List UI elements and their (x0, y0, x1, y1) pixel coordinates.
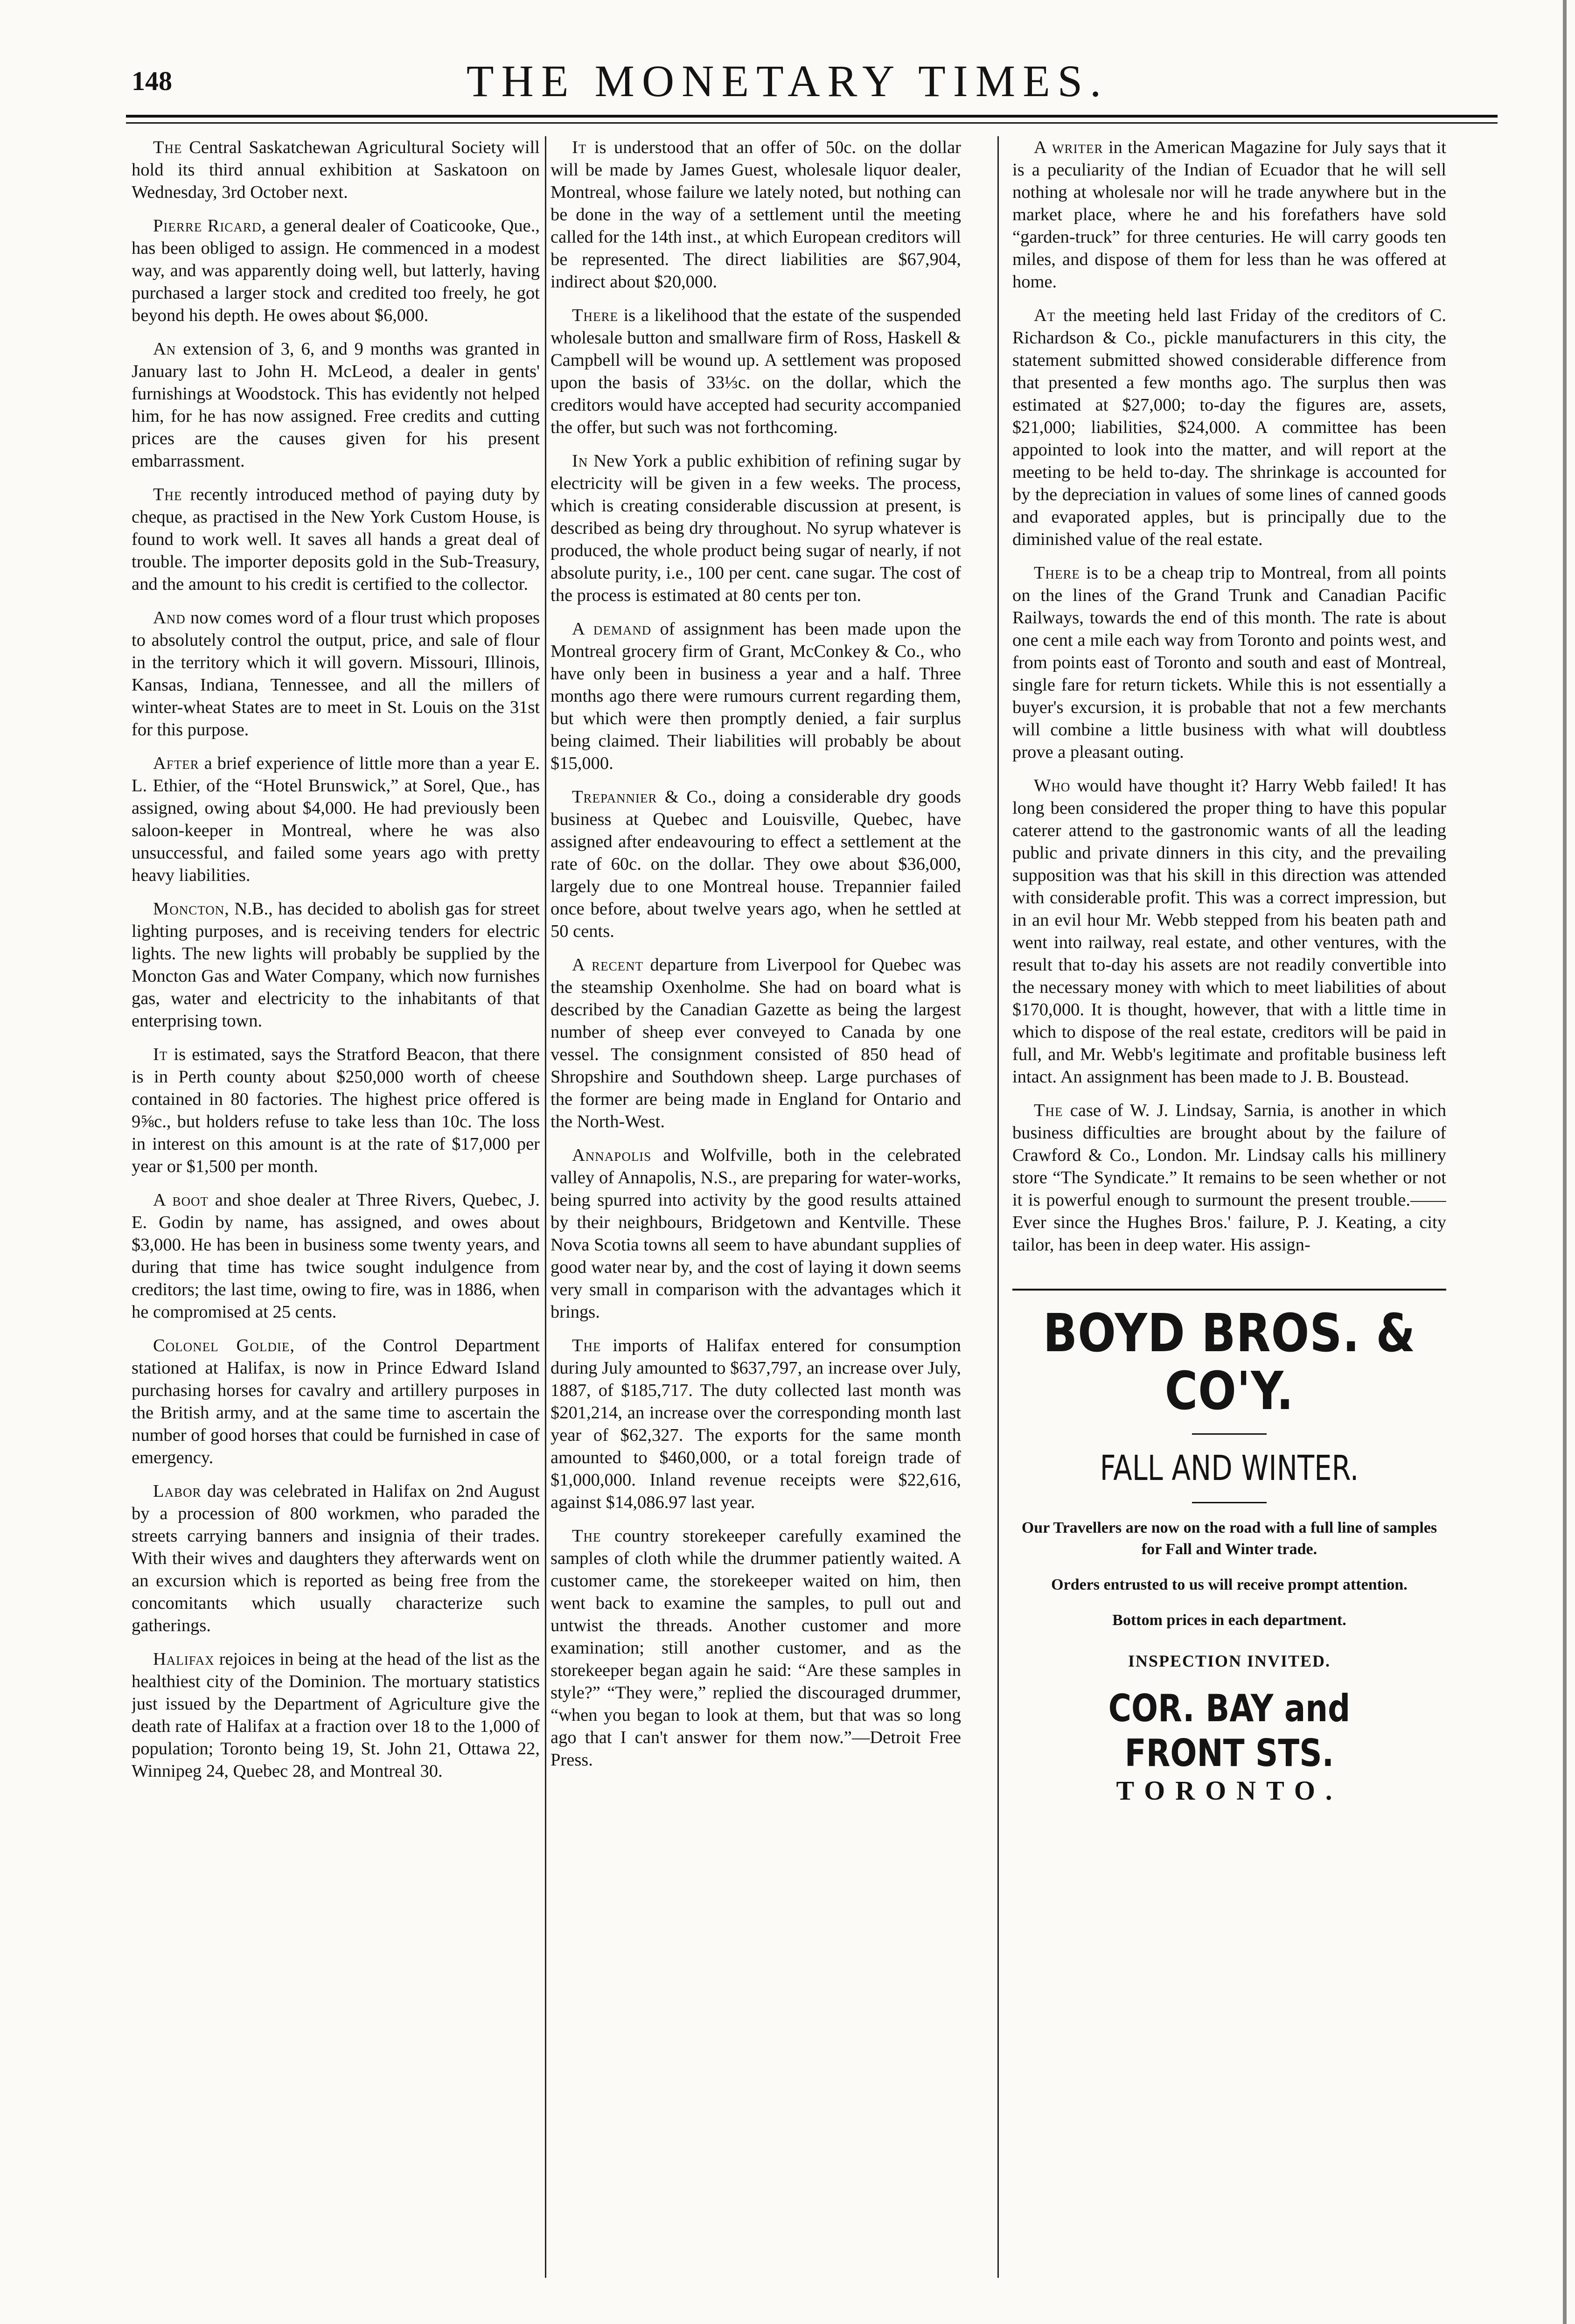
news-item-lead: Colonel Goldie (153, 1336, 290, 1355)
news-item (132, 752, 540, 886)
news-item (551, 304, 961, 439)
news-item-lead: The (153, 485, 182, 504)
news-item (551, 1144, 961, 1323)
news-item-text: imports of Halifax entered for consumption during July amounted to $637,797, an increase over July, 1887, of $185,717. The duty collected last month was $201,214, an increase over the corresponding month last year of $62,327. The exports for the same month amounted to $460,000, or a total foreign trade of $1,000,000. Inland revenue receipts were $22,616, against $14,086.97 last year. (551, 1336, 961, 1512)
news-item-text: a brief experience of little more than a year E. L. Ethier, of the “Hotel Brunswick,” at Sorel, Que., has assigned, owing about $4,000. He had previously been saloon-keeper in Montreal, where he was also unsuccessful, and failed some years ago with pretty heavy liabilities. (132, 754, 540, 885)
ad-subtitle: FALL AND WINTER. (1100, 1448, 1359, 1488)
ad-address: COR. BAY and FRONT STS. (1108, 1687, 1351, 1775)
news-item-text: is understood that an offer of 50c. on the dollar will be made by James Guest, wholesale liquor dealer, Montreal, whose failure we lately noted, but nothing can be done in the way of a settlement until the meeting called for the 14th inst., at which European creditors will be represented. The direct liabilities are $67,904, indirect about $20,000. (551, 138, 961, 292)
ad-orders-line: Orders entrusted to us will receive prompt attention. (1051, 1576, 1408, 1593)
column-divider-1 (545, 136, 546, 2278)
news-item (132, 1480, 540, 1637)
news-item (551, 1334, 961, 1514)
news-item-lead: After (153, 754, 199, 773)
header-rule-thin (126, 122, 1498, 124)
news-item-lead: Labor (153, 1481, 202, 1501)
news-item (1012, 775, 1446, 1088)
news-item-lead: The (153, 138, 182, 157)
news-item-text: departure from Liverpool for Quebec was the steamship Oxenholme. She had on board what is described by the Canadian Gazette as being the largest number of sheep ever conveyed to Canada by one vessel. The consignment consisted of 850 head of Shropshire and Southdown sheep. Large purchases of the former are being made in England for Ontario and the North-West. (551, 955, 961, 1131)
news-item-text: country storekeeper carefully examined the samples of cloth while the drummer patiently waited. A customer came, the storekeeper waited on him, then went back to examine the samples, to pull out and untwist the threads. Another customer and more examination; still another customer, and as the storekeeper began again he said: “Are these samples in style?” “They were,” replied the discouraged drummer, “when you began to look at them, but that was so long ago that I can't answer for them now.”—Detroit Free Press. (551, 1526, 961, 1770)
news-item (132, 136, 540, 203)
news-item-lead: There (1034, 563, 1080, 583)
news-item-lead: Moncton (153, 899, 225, 919)
news-item-text: New York a public exhibition of refining sugar by electricity will be given in a few weeks. The process, which is creating considerable discussion at present, is described as being dry throughout. No syrup whatever is produced, the whole product being sugar of nearly, if not absolute purity, i.e., 100 per cent. cane sugar. The cost of the process is estimated at 80 cents per ton. (551, 451, 961, 605)
news-item (132, 1334, 540, 1469)
news-item-text: Central Saskatchewan Agricultural Society will hold its third annual exhibition at Saskatoon on Wednesday, 3rd October next. (132, 138, 540, 202)
news-item-lead: The (572, 1336, 601, 1355)
header-rule (126, 115, 1498, 118)
news-item-text: , a general dealer of Coaticooke, Que., has been obliged to assign. He commenced in a modest way, and was apparently doing well, but latterly, having purchased a larger stock and credited too freely, he got beyond his depth. He owes about $6,000. (132, 216, 540, 325)
news-item-lead: Pierre Ricard (153, 216, 262, 236)
news-item (132, 1648, 540, 1782)
news-item-text: is a likelihood that the estate of the suspended wholesale button and smallware firm of Ross, Haskell & Campbell will be wound up. A settlement was proposed upon the basis of 33⅓c. on the dollar, which the creditors would have accepted had security accompanied the offer, but such was not forthcoming. (551, 306, 961, 437)
news-item (132, 1189, 540, 1323)
news-item-text: and shoe dealer at Three Rivers, Quebec, J. E. Godin by name, has assigned, and owes about $3,000. He has been in business some twenty years, and during that time has twice sought indulgence from creditors; the last time, owing to fire, was in 1886, when he compromised at 25 cents. (132, 1190, 540, 1322)
news-item-lead: Annapolis (572, 1145, 652, 1165)
news-item-lead: And (153, 608, 186, 628)
ad-inspection-line: INSPECTION INVITED. (1128, 1652, 1331, 1670)
news-item-text: in the American Magazine for July says that it is a peculiarity of the Indian of Ecuador that he will sell nothing at wholesale nor will he trade anywhere but in the market place, where he and his forefathers have sold “garden-truck” for three centuries. He will carry goods ten miles, and dispose of them for less than he was offered at home. (1012, 138, 1446, 292)
news-item (551, 450, 961, 607)
news-item-text: is to be a cheap trip to Montreal, from all points on the lines of the Grand Trunk and Canadian Pacific Railways, towards the end of this month. The rate is about one cent a mile each way from Toronto and points west, and from points east of Toronto and south and east of Montreal, single fare for return tickets. While this is not essentially a buyer's excursion, it is probable that not a few merchants will combine a little business with what will doubtless prove a pleasant outing. (1012, 563, 1446, 762)
news-item (1012, 136, 1446, 293)
advertisement (1012, 1289, 1446, 1806)
news-item-lead: Halifax (153, 1649, 215, 1669)
ad-travellers-line: Our Travellers are now on the road with a full line of samples for Fall and Winter trade. (1021, 1519, 1437, 1558)
news-item (132, 1043, 540, 1178)
news-item-text: recently introduced method of paying duty by cheque, as practised in the New York Custom House, is found to work well. It saves all hands a great deal of trouble. The importer deposits gold in the Sub-Treasury, and the amount to his credit is certified to the collector. (132, 485, 540, 594)
page-number: 148 (132, 66, 172, 96)
news-item-text: , of the Control Department stationed at Halifax, is now in Prince Edward Island purchasing horses for cavalry and artillery purposes in the British army, and at the same time to ascertain the number of good horses that could be furnished in case of emergency. (132, 1336, 540, 1467)
news-item (551, 954, 961, 1133)
column-divider-2 (997, 136, 999, 2278)
news-item-lead: In (572, 451, 588, 471)
news-item-lead: A boot (153, 1190, 209, 1210)
news-item-text: , N.B., has decided to abolish gas for street lighting purposes, and is receiving tenders for electric lights. The new lights will probably be supplied by the Moncton Gas and Water Company, which now furnishes gas, water and electricity to the inhabitants of that enterprising town. (132, 899, 540, 1031)
news-item (551, 786, 961, 942)
news-item-lead: The (1034, 1101, 1063, 1120)
news-item-text: day was celebrated in Halifax on 2nd August by a procession of 800 workmen, who paraded the streets carrying banners and insignia of their trades. With their wives and daughters they afterwards went on an excursion which is reported as being free from the concomitants which usually characterize such gatherings. (132, 1481, 540, 1635)
news-item-text: and Wolfville, both in the celebrated valley of Annapolis, N.S., are preparing for water-works, being spurred into activity by the good results attained by their neighbours, Bridgetown and Kentville. These Nova Scotia towns all seem to have abundant supplies of good water near by, and the cost of laying it down seems very small in comparison with the advantages which it brings. (551, 1145, 961, 1322)
news-item-text: now comes word of a flour trust which proposes to absolutely control the output, price, and sale of flour in the territory which it will govern. Missouri, Illinois, Kansas, Indiana, Tennessee, and all the millers of winter-wheat States are to meet in St. Louis on the 31st for this purpose. (132, 608, 540, 740)
column-1 (132, 136, 540, 2268)
news-item-lead: A writer (1034, 138, 1103, 157)
masthead-title: THE MONETARY TIMES. (466, 56, 1109, 106)
news-item (1012, 304, 1446, 551)
news-item-lead: It (153, 1045, 168, 1064)
news-item-lead: An (153, 339, 176, 359)
news-item (132, 338, 540, 472)
page-edge-mark (1563, 0, 1567, 2324)
ad-city: TORONTO. (1116, 1775, 1343, 1806)
news-item (132, 483, 540, 595)
news-item-text: extension of 3, 6, and 9 months was granted in January last to John H. McLeod, a dealer in gents' furnishings at Woodstock. This has evidently not helped him, for he has now assigned. Free credits and cutting prices are the causes given for his present embarrassment. (132, 339, 540, 471)
news-item (132, 607, 540, 741)
news-item-lead: Who (1034, 776, 1071, 796)
ad-top-rule (1012, 1289, 1446, 1291)
ad-prices-line: Bottom prices in each department. (1112, 1612, 1346, 1629)
news-item-text: rejoices in being at the head of the list as the healthiest city of the Dominion. The mortuary statistics just issued by the Department of Agriculture give the death rate of Halifax at a fraction over 18 to the 1,000 of population; Toronto being 19, St. John 21, Ottawa 22, Winnipeg 24, Quebec 28, and Montreal 30. (132, 1649, 540, 1781)
news-item (132, 898, 540, 1032)
news-item-text: the meeting held last Friday of the creditors of C. Richardson & Co., pickle manufacturers in this city, the statement submitted showed considerable difference from that presented a few months ago. The surplus then was estimated at $27,000; to-day the figures are, assets, $21,000; liabilities, $24,000. A committee has been appointed to look into the matter, and will report at the meeting to be held to-day. The shrinkage is accounted for by the depreciation in values of some lines of canned goods and evaporated apples, but is principally due to the diminished value of the real estate. (1012, 306, 1446, 549)
column-3-items (1012, 136, 1446, 1256)
news-item-lead: A recent (572, 955, 644, 975)
news-item (1012, 1099, 1446, 1256)
news-item (1012, 562, 1446, 763)
ad-divider (1192, 1433, 1267, 1435)
news-item (132, 215, 540, 327)
news-item-text: is estimated, says the Stratford Beacon, that there is in Perth county about $250,000 worth of cheese contained in 80 factories. The highest price offered is 9⅝c., but holders refuse to take less than 10c. The loss in interest on this amount is at the rate of $17,000 per year or $1,500 per month. (132, 1045, 540, 1176)
news-item-text: of assignment has been made upon the Montreal grocery firm of Grant, McConkey & Co., who have only been in business a year and a half. Three months ago there were rumours current regarding them, but which were then promptly denied, a fair surplus being claimed. Their liabilities will probably be about $15,000. (551, 619, 961, 773)
ad-divider (1192, 1502, 1267, 1503)
column-3 (1012, 136, 1446, 2268)
ad-title: BOYD BROS. & CO'Y. (1043, 1303, 1416, 1422)
news-item-lead: At (1034, 306, 1056, 325)
news-item (551, 618, 961, 775)
news-item-text: case of W. J. Lindsay, Sarnia, is another in which business difficulties are brought about by the failure of Crawford & Co., London. Mr. Lindsay calls his millinery store “The Syndicate.” It remains to be seen whether or not it is powerful enough to surmount the present trouble.——Ever since the Hughes Bros.' failure, P. J. Keating, a city tailor, has been in deep water. His assign- (1012, 1101, 1446, 1255)
news-item-text: & Co., doing a considerable dry goods business at Quebec and Louisville, Quebec, have assigned after endeavouring to effect a settlement at the rate of 60c. on the dollar. They owe about $36,000, largely due to one Montreal house. Trepannier failed once before, about twelve years ago, when he settled at 50 cents. (551, 787, 961, 941)
news-item-text: would have thought it? Harry Webb failed! It has long been considered the proper thing to have this popular caterer attend to the gastronomic wants of all the leading public and private dinners in this city, and the prevailing supposition was that his skill in this direction was attended with considerable profit. This was a correct impression, but in an evil hour Mr. Webb stepped from his beaten path and went into railway, real estate, and other ventures, with the result that to-day his assets are not readily convertible into the necessary money with which to meet liabilities of about $170,000. It is thought, however, that with a little time in which to dispose of the real estate, creditors will be paid in full, and Mr. Webb's legitimate and profitable business left intact. An assignment has been made to J. B. Boustead. (1012, 776, 1446, 1087)
news-item-lead: It (572, 138, 587, 157)
column-2 (551, 136, 961, 2268)
news-item (551, 136, 961, 293)
news-item-lead: Trepannier (572, 787, 657, 807)
news-item (551, 1525, 961, 1771)
news-item-lead: There (572, 306, 619, 325)
news-item-lead: The (572, 1526, 601, 1546)
news-item-lead: A demand (572, 619, 652, 639)
